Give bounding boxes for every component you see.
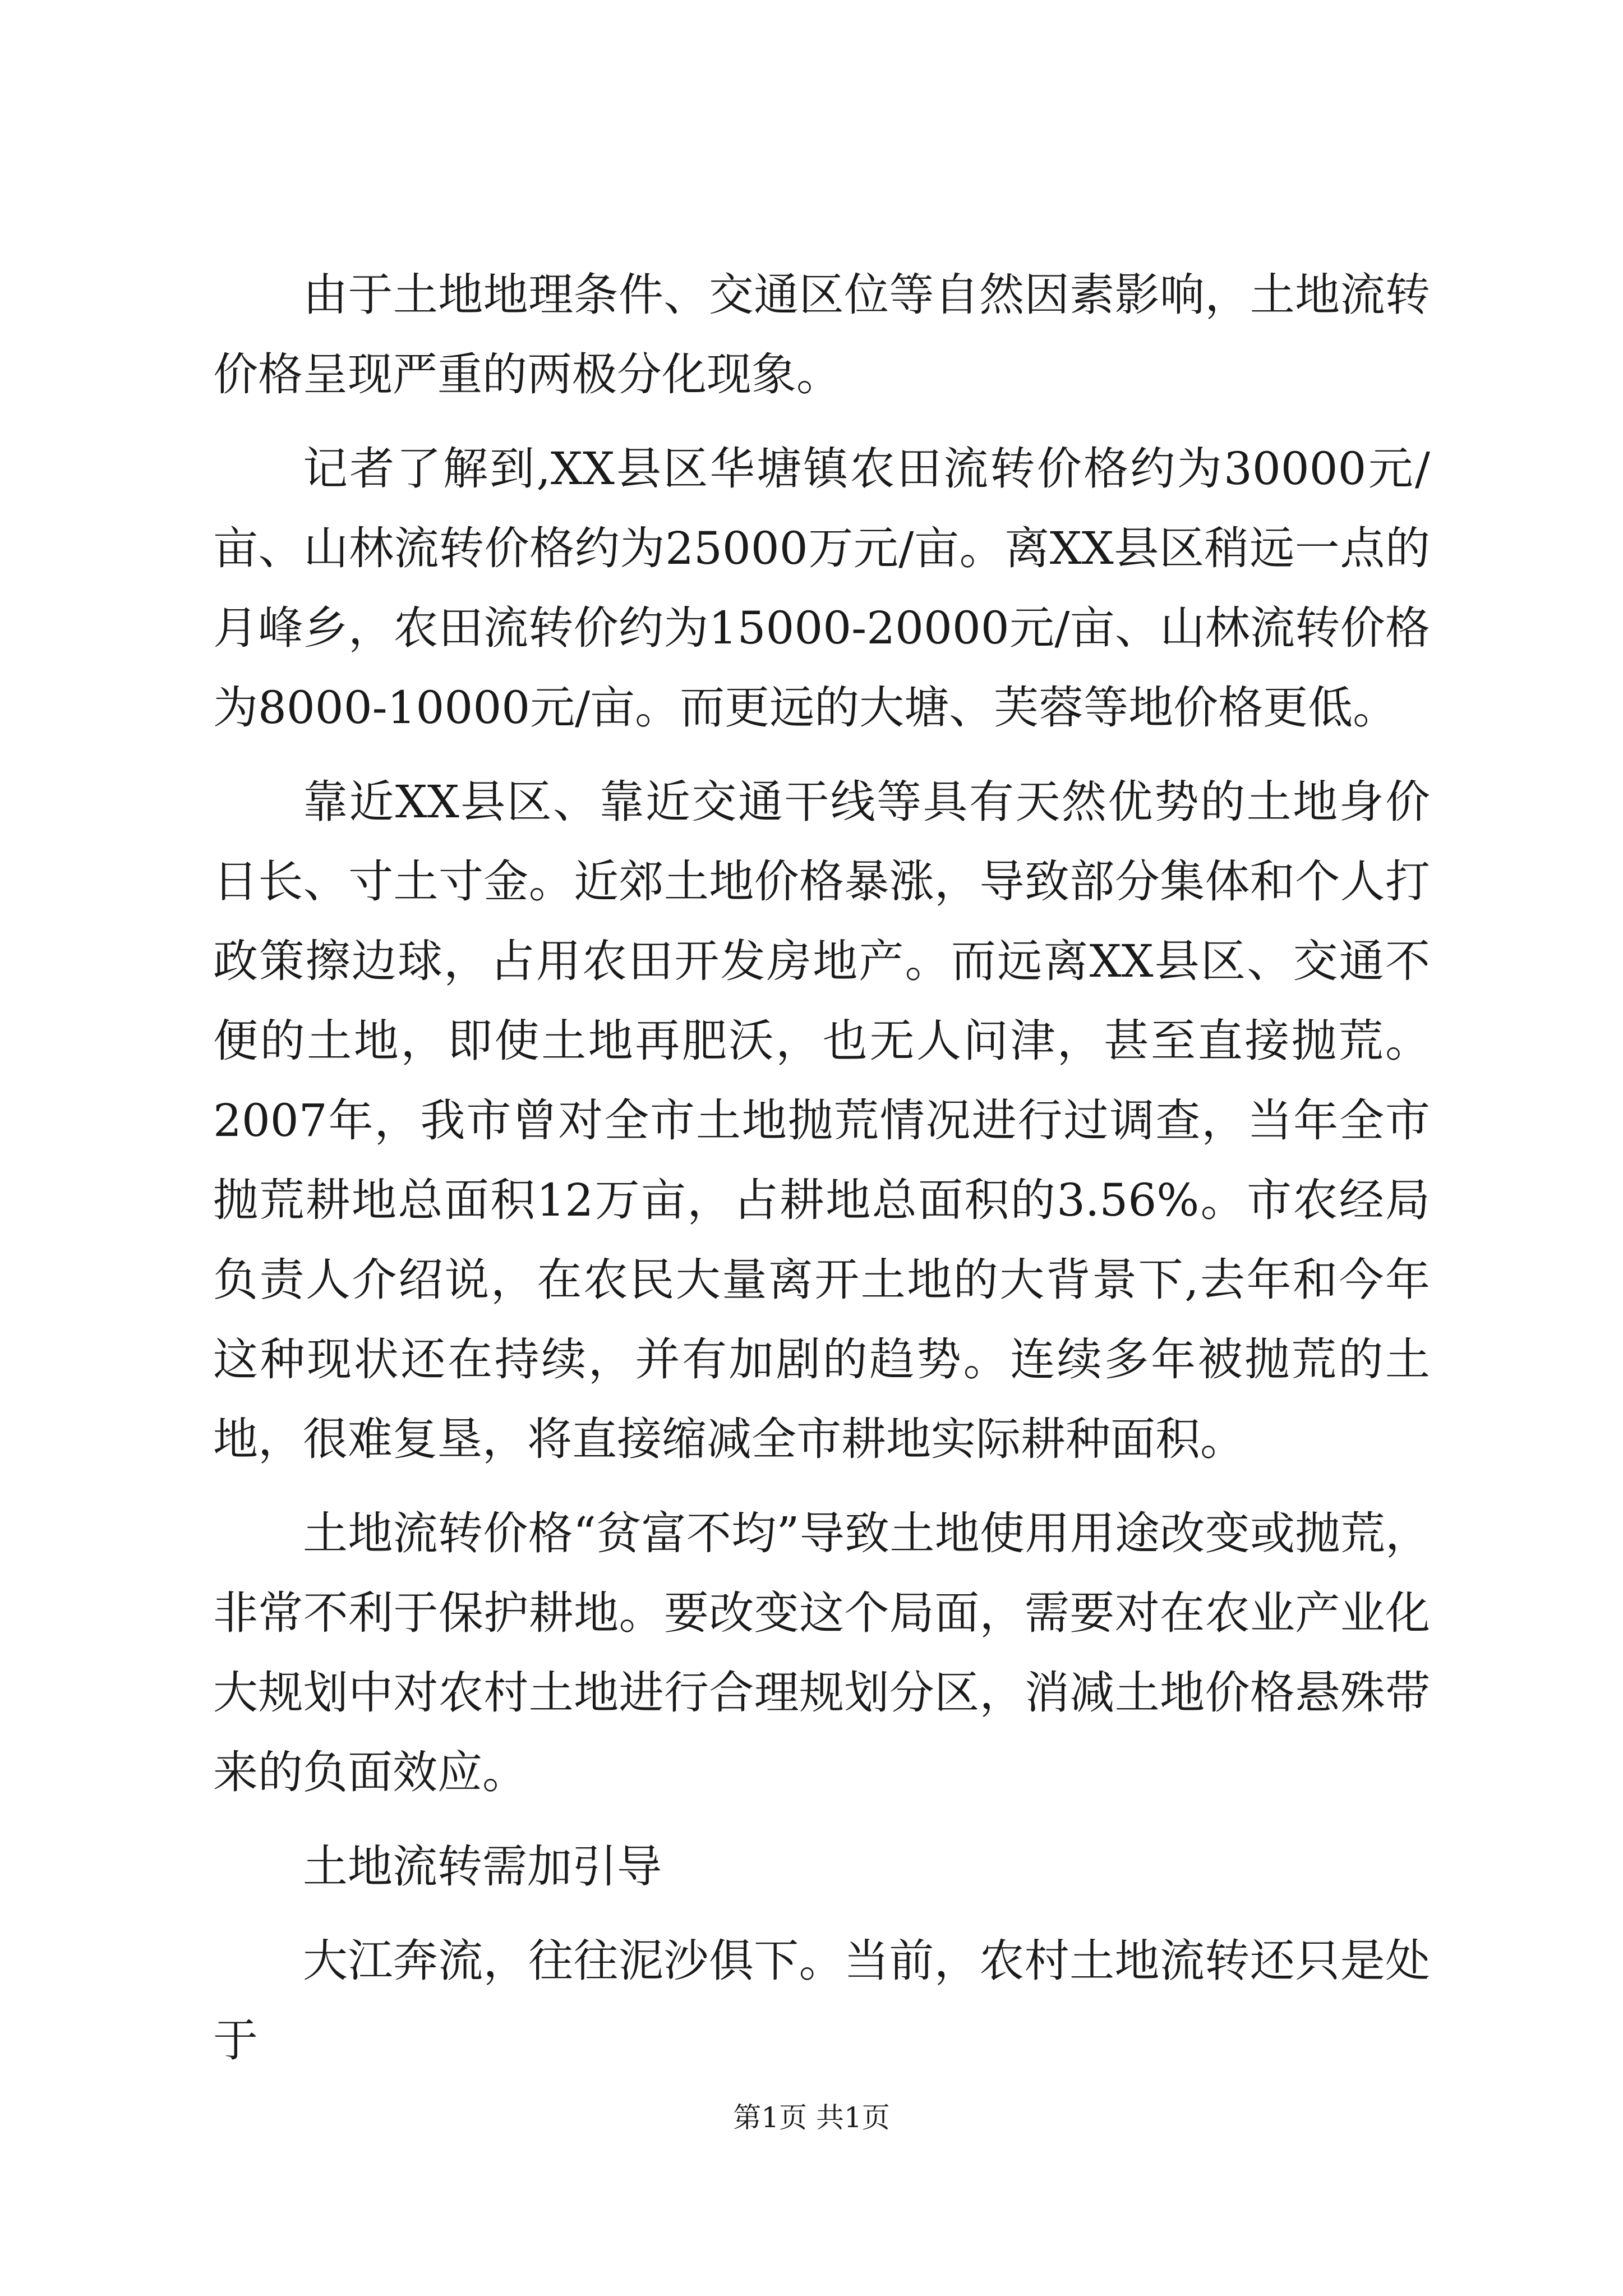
paragraph-2: 记者了解到,XX县区华塘镇农田流转价格约为30000元/亩、山林流转价格约为25000万元/亩。离XX县区稍远一点的月峰乡，农田流转价约为15000-20000元/亩、山林流转价格为8000-10000元/亩。而更远的大塘、芙蓉等地价格更低。 <box>213 443 1430 734</box>
paragraph-4: 土地流转价格“贫富不均”导致土地使用用途改变或抛荒，非常不利于保护耕地。要改变这个局面，需要对在农业产业化大规划中对农村土地进行合理规划分区，消减土地价格悬殊带来的负面效应。 <box>213 1507 1430 1798</box>
paragraph-1: 由于土地地理条件、交通区位等自然因素影响，土地流转价格呈现严重的两极分化现象。 <box>213 269 1430 401</box>
section-heading: 土地流转需加引导 <box>303 1841 662 1893</box>
page-footer: 第1页 共1页 <box>733 2101 890 2134</box>
paragraph-3: 靠近XX县区、靠近交通干线等具有天然优势的土地身价日长、寸土寸金。近郊土地价格暴涨，导致部分集体和个人打政策擦边球，占用农田开发房地产。而远离XX县区、交通不便的土地，即使土地再肥沃，也无人问津，甚至直接抛荒。2007年，我市曾对全市土地抛荒情况进行过调查，当年全市抛荒耕地总面积12万亩，占耕地总面积的3.56%。市农经局负责人介绍说，在农民大量离开土地的大背景下,去年和今年这种现状还在持续，并有加剧的趋势。连续多年被抛荒的土地，很难复垦，将直接缩减全市耕地实际耕种面积。 <box>213 776 1430 1465</box>
paragraph-5: 大江奔流，往往泥沙俱下。当前，农村土地流转还只是处于 <box>213 1935 1430 2067</box>
document-body <box>213 255 1430 2095</box>
